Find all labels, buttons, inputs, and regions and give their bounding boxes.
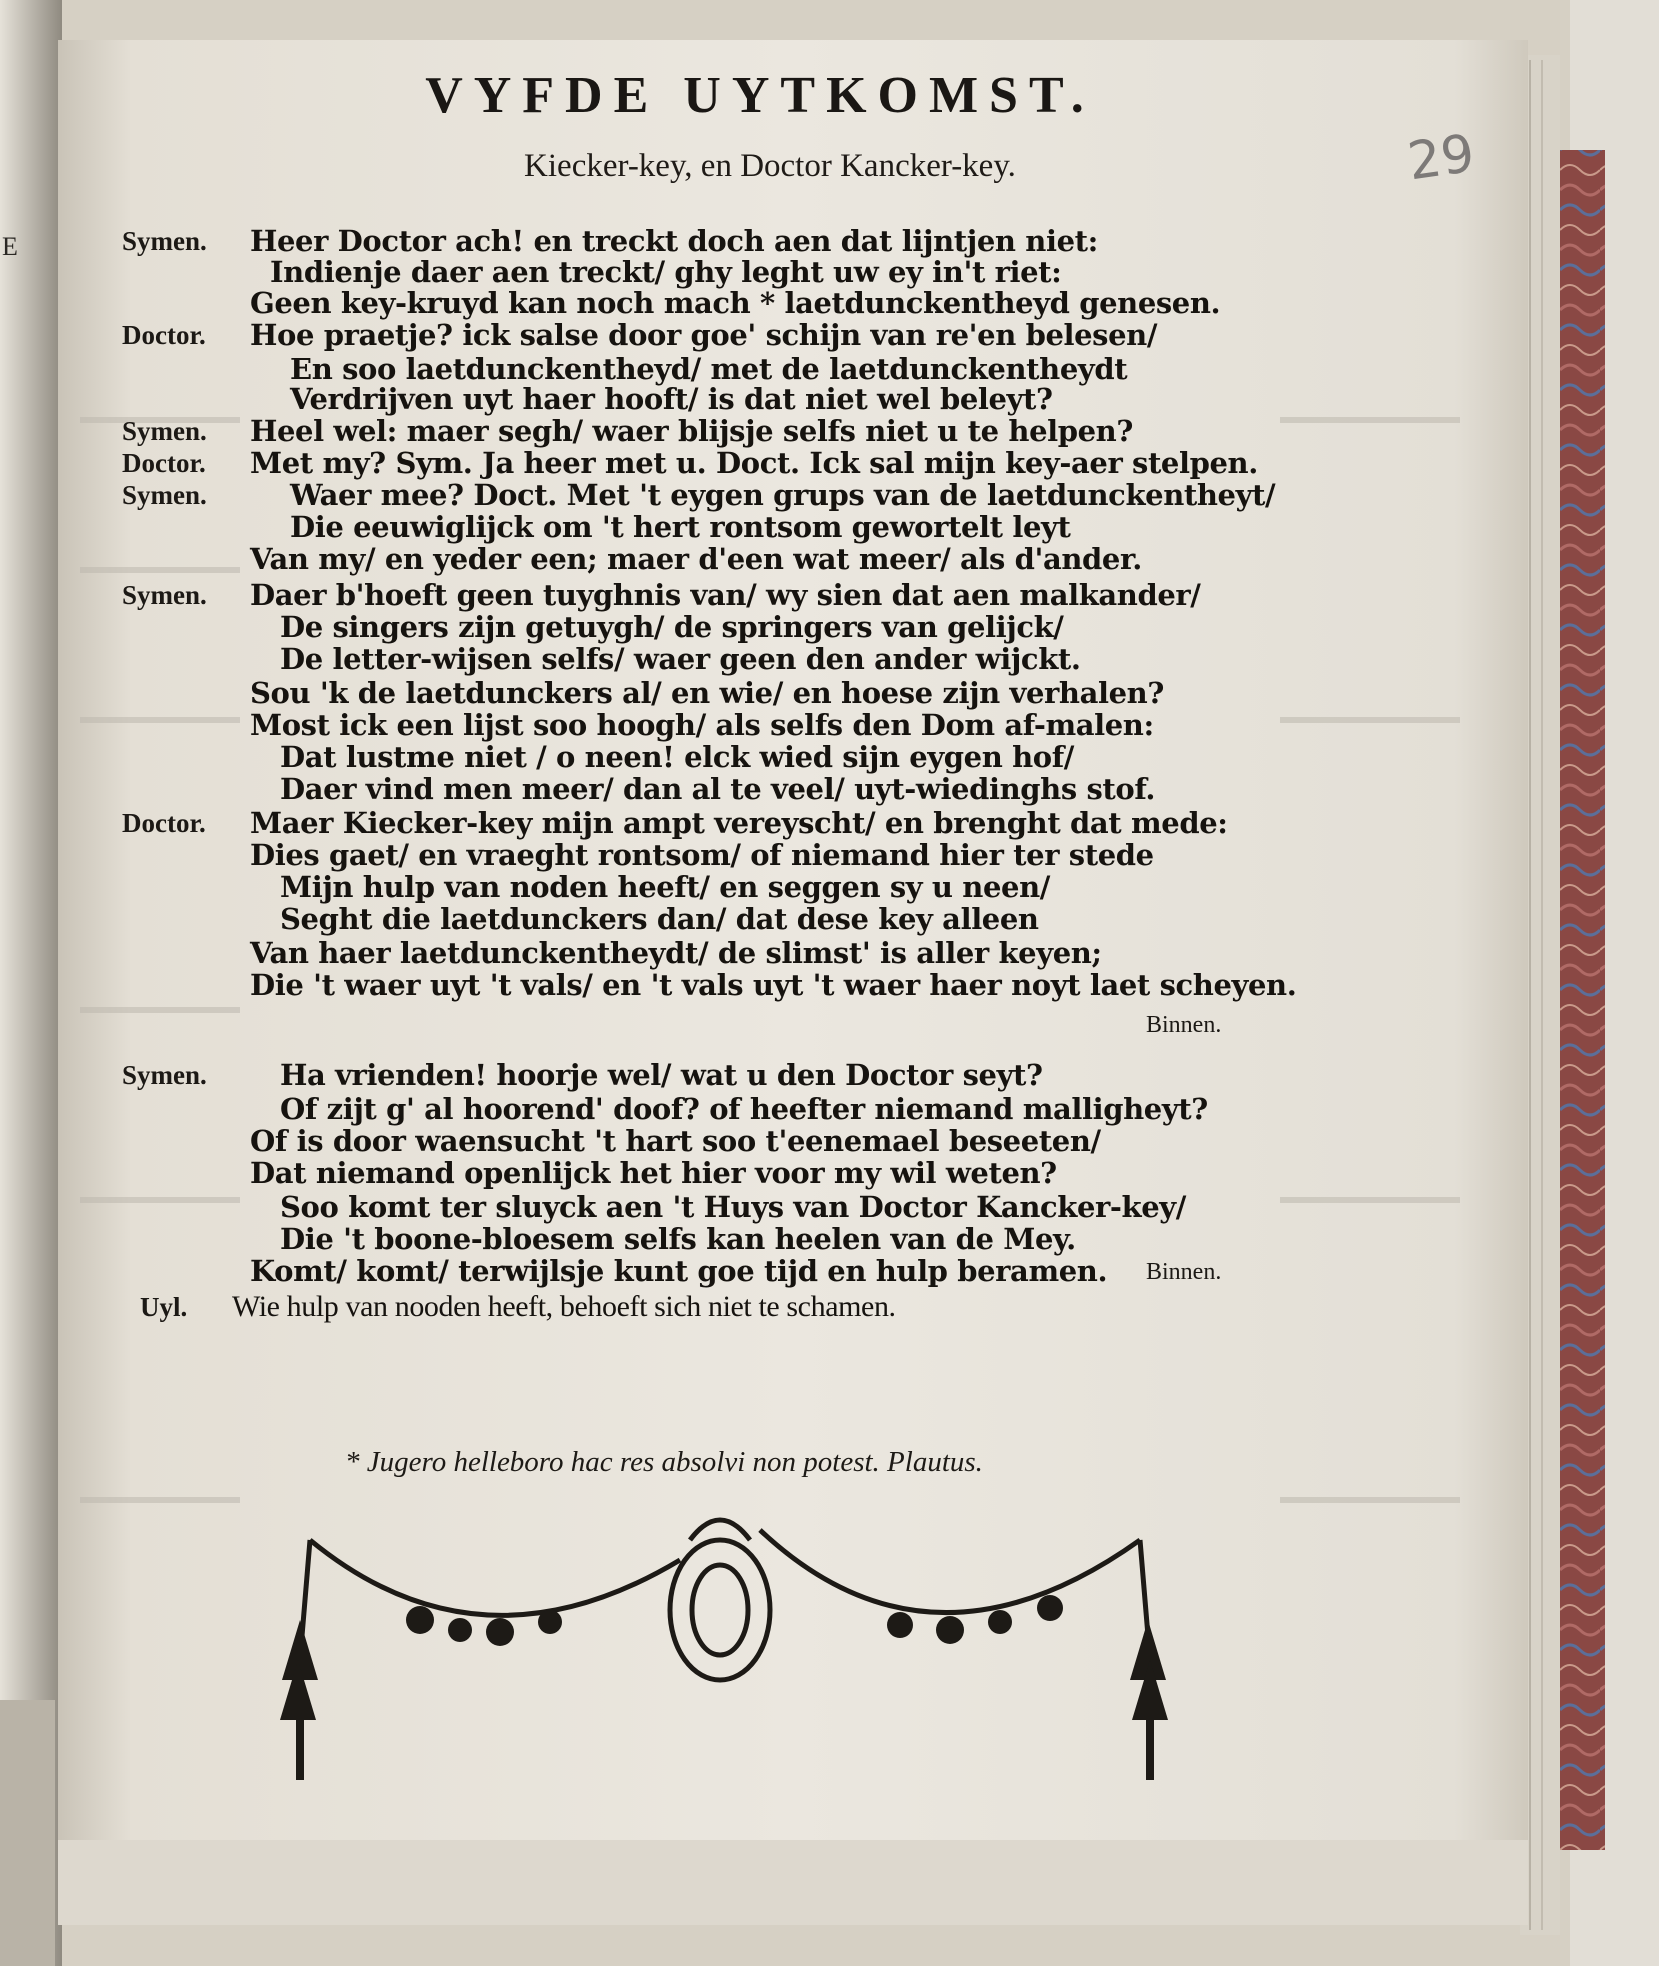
verse-text: Waer mee? Doct. Met 't eygen grups van de laetdunckentheyt/ [290,478,1276,512]
verse-line [0,1156,1500,1190]
verse-text: Dat niemand openlijck het hier voor my wil weten? [250,1156,1057,1190]
verse-text: Ha vrienden! hoorje wel/ wat u den Doctor seyt? [280,1058,1043,1092]
verse-line [0,642,1500,676]
verse-line [0,542,1500,576]
verse-text: De letter-wijsen selfs/ waer geen den ander wijckt. [280,642,1081,676]
verse-text: Indienje daer aen treckt/ ghy leght uw ey in't riet: [270,255,1062,289]
verse-line [0,1058,1500,1092]
footnote: * Jugero helleboro hac res absolvi non potest. Plautus. [345,1446,983,1478]
verse-line [0,936,1500,970]
verse-line [0,578,1500,612]
verse-line [0,838,1500,872]
verse-text: Dat lustme niet / o neen! elck wied sijn eygen hof/ [280,740,1074,774]
verse-line [0,1092,1500,1126]
verse-text: Hoe praetje? ick salse door goe' schijn van re'en belesen/ [250,318,1158,352]
speaker-name: Symen. [122,480,207,510]
verse-text: Sou 'k de laetdunckers al/ en wie/ en hoese zijn verhalen? [250,676,1164,710]
speaker-name: Symen. [122,580,207,610]
verse-text: De singers zijn getuygh/ de springers van gelijck/ [280,610,1064,644]
verse-text: Daer b'hoeft geen tuyghnis van/ wy sien dat aen malkander/ [250,578,1201,612]
speaker-name: Doctor. [122,448,206,478]
stage-direction: Binnen. [1146,1259,1222,1285]
verse-text: Met my? Sym. Ja heer met u. Doct. Ick sal mijn key-aer stelpen. [250,446,1258,480]
speaker-name: Doctor. [122,320,206,350]
verse-text: Die eeuwiglijck om 't hert rontsom gewortelt leyt [290,510,1071,544]
speaker-name: Doctor. [122,808,206,838]
verse-text: Maer Kiecker-key mijn ampt vereyscht/ en brenght dat mede: [250,806,1228,840]
verse-text: Daer vind men meer/ dan al te veel/ uyt-wiedinghs stof. [280,772,1156,806]
speaker-name: Symen. [122,416,207,446]
verse-line [0,1222,1500,1256]
verse-text: Die 't boone-bloesem selfs kan heelen van de Mey. [280,1222,1076,1256]
verse-line [0,224,1500,258]
verse-line [0,1124,1500,1158]
verse-line [0,806,1500,840]
verse-text: Most ick een lijst soo hoogh/ als selfs den Dom af-malen: [250,708,1154,742]
verse-text: Die 't waer uyt 't vals/ en 't vals uyt 't waer haer noyt laet scheyen. [250,968,1297,1002]
verse-text: Geen key-kruyd kan noch mach * laetdunckentheyd genesen. [250,286,1221,320]
verse-line [0,1290,1500,1324]
verse-text: Wie hulp van nooden heeft, behoeft sich niet te schamen. [232,1290,896,1323]
verse-text: Seght die laetdunckers dan/ dat dese key alleen [280,902,1039,936]
verse-line [0,478,1500,512]
verse-line [0,255,1500,289]
verse-text: Van my/ en yeder een; maer d'een wat meer/ als d'ander. [250,542,1142,576]
verse-line [0,1190,1500,1224]
scene-subtitle: Kiecker-key, en Doctor Kancker-key. [524,148,1016,184]
verse-text: Of is door waensucht 't hart soo t'eenemael beseeten/ [250,1124,1101,1158]
verse-line [0,414,1500,448]
verse-line [0,352,1500,386]
left-page-edge-mark: E [2,232,18,261]
verse-line [0,968,1500,1002]
handwritten-page-number: 29 [1404,123,1479,193]
verse-text: Heer Doctor ach! en treckt doch aen dat lijntjen niet: [250,224,1098,258]
verse-line [0,286,1500,320]
verse-text: Dies gaet/ en vraeght rontsom/ of niemand hier ter stede [250,838,1154,872]
verse-text: Heel wel: maer segh/ waer blijsje selfs niet u te helpen? [250,414,1133,448]
verse-text: Soo komt ter sluyck aen 't Huys van Doctor Kancker-key/ [280,1190,1186,1224]
verse-line [0,318,1500,352]
verse-line [0,1254,1500,1288]
verse-line [0,902,1500,936]
verse-line [0,740,1500,774]
verse-line [0,610,1500,644]
speaker-name: Symen. [122,226,207,256]
verse-text: Komt/ komt/ terwijlsje kunt goe tijd en hulp beramen. [250,1254,1108,1288]
stage-direction: Binnen. [1146,1012,1222,1038]
verse-line [0,772,1500,806]
verse-line [0,382,1500,416]
verse-line [0,446,1500,480]
verse-text: Of zijt g' al hoorend' doof? of heefter niemand malligheyt? [280,1092,1208,1126]
verse-text: Verdrijven uyt haer hooft/ is dat niet wel beleyt? [290,382,1053,416]
verse-line [0,510,1500,544]
verse-text: Van haer laetdunckentheydt/ de slimst' is aller keyen; [250,936,1102,970]
speaker-name: Symen. [122,1060,207,1090]
verse-line [0,676,1500,710]
verse-line [0,870,1500,904]
speaker-name: Uyl. [140,1292,188,1322]
page-title: VYFDE UYTKOMST. [425,67,1095,124]
verse-text: En soo laetdunckentheyd/ met de laetdunckentheydt [290,352,1128,386]
verse-line [0,708,1500,742]
verse-text: Mijn hulp van noden heeft/ en seggen sy u neen/ [280,870,1050,904]
